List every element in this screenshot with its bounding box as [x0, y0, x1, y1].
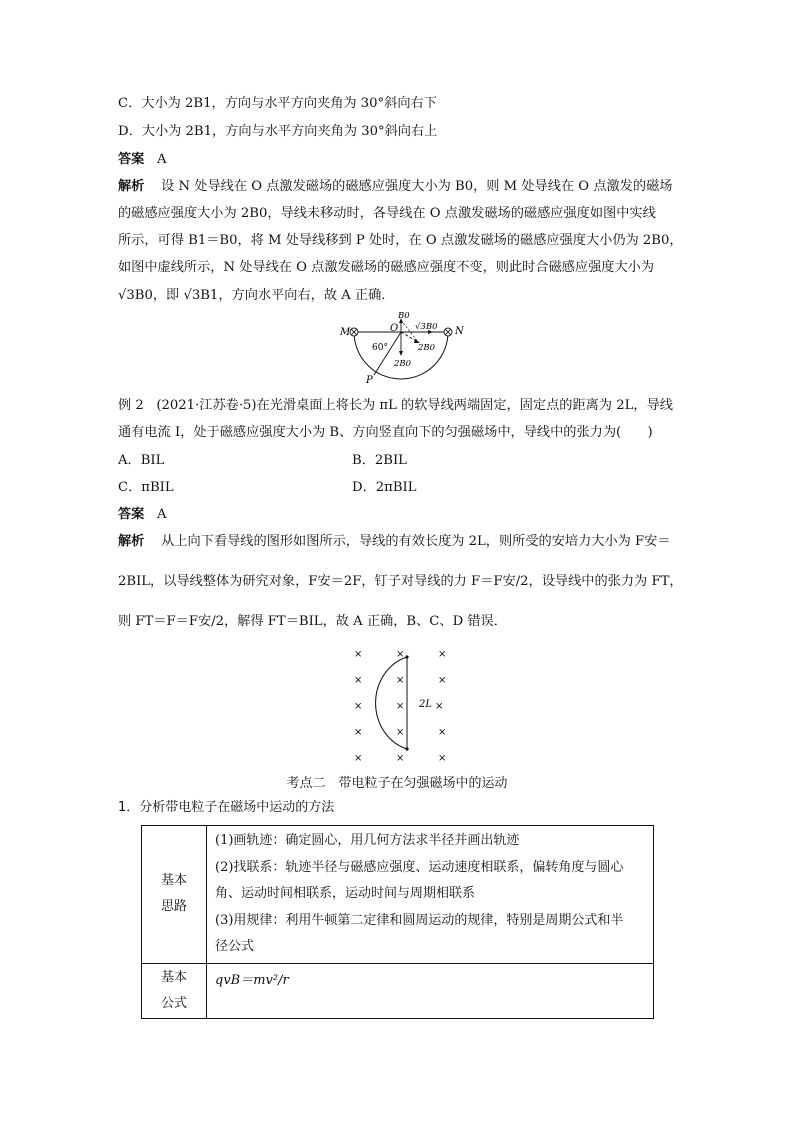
label-n: N: [455, 326, 464, 337]
field-crosses: [354, 649, 446, 764]
analysis-2-text-1: 从上向下看导线的图形如图所示，导线的有效长度为 2L，则所受的安培力大小为 F安＝: [161, 534, 671, 549]
analysis-label: 解析: [118, 179, 145, 194]
analysis-1-line-2: 的磁感应强度大小为 2B0，导线未移动时，各导线在 O 点激发磁场的磁感应强度如图中实线: [118, 206, 656, 221]
field-cross-mark: ×: [354, 753, 363, 764]
answer-value: A: [156, 152, 167, 167]
method-table: [141, 825, 654, 1019]
label-o: O: [390, 323, 399, 334]
analysis-label: 解析: [118, 534, 145, 549]
analysis-2-line-2: 2BIL，以导线整体为研究对象，F安＝2F，钉子对导线的力 F＝F安/2，设导线中的张力为 FT，: [118, 574, 683, 589]
example-2-line-2: 通有电流 I，处于磁感应强度大小为 B、方向竖直向下的匀强磁场中，导线中的张力为( ): [118, 425, 653, 440]
field-cross-mark: ×: [396, 675, 405, 686]
field-cross-mark: ×: [396, 701, 405, 712]
field-cross-mark: ×: [438, 649, 447, 660]
analysis-2-line-3: 则 FT＝F＝F安/2，解得 FT＝BIL，故 A 正确，B、C、D 错误．: [118, 614, 507, 629]
field-cross-mark: ×: [435, 701, 444, 712]
example-source: (2021·江苏卷·5): [156, 398, 257, 413]
option-d-top: D．大小为 2B1，方向与水平方向夹角为 30°斜向右上: [118, 124, 438, 139]
answer-label: 答案: [118, 152, 145, 167]
field-cross-mark: ×: [354, 675, 363, 686]
field-cross-mark: ×: [354, 727, 363, 738]
analysis-1-line-3: 所示，可得 B1＝B0，将 M 处导线移到 P 处时，在 O 点激发磁场的磁感应强度大小仍为 2B0，: [118, 233, 683, 248]
point-1-title: 1．分析带电粒子在磁场中运动的方法: [118, 800, 335, 815]
analysis-1-line-4: 如图中虚线所示，N 处导线在 O 点激发磁场的磁感应强度不变，则此时合磁感应强度大小为: [118, 260, 655, 275]
field-cross-mark: ×: [354, 701, 363, 712]
row-head-basic-approach: [142, 826, 207, 964]
example-label: 例 2: [118, 398, 144, 413]
answer-1: [118, 151, 166, 169]
section-title: 考点二 带电粒子在匀强磁场中的运动: [286, 776, 508, 791]
option-d: D．2πBIL: [352, 480, 417, 495]
example-2-line-1: [118, 397, 673, 415]
field-cross-mark: ×: [438, 753, 447, 764]
head-line: 公式: [160, 995, 187, 1011]
option-a: A．BIL: [118, 453, 165, 468]
label-60-deg: 60°: [372, 343, 388, 353]
field-cross-mark: ×: [354, 649, 363, 660]
approach-line: (2)找联系：轨迹半径与磁感应强度、运动速度相联系，偏转角度与圆心: [215, 859, 624, 875]
label-b0-up: B0: [398, 312, 410, 321]
label-2b0-down: 2B0: [394, 359, 412, 369]
magnetic-field-semicircle-figure: [330, 312, 470, 388]
label-sqrt3b0: √3B0: [415, 322, 438, 332]
label-m: M: [340, 327, 351, 338]
analysis-2-line-1: [118, 533, 671, 551]
approach-line: 径公式: [215, 939, 255, 954]
label-2b0-diag: 2B0: [418, 343, 436, 353]
wire-in-field-figure: [340, 645, 470, 767]
row-body-basic-approach: [207, 826, 654, 964]
label-2l: 2L: [419, 699, 433, 710]
answer-2: [118, 506, 166, 524]
table-row: [142, 826, 654, 964]
analysis-1-line-5: √3B0，即 √3B1，方向水平向右，故 A 正确．: [118, 288, 395, 303]
field-cross-mark: ×: [396, 727, 405, 738]
option-c-top: C．大小为 2B1，方向与水平方向夹角为 30°斜向右下: [118, 96, 437, 111]
answer-label: 答案: [118, 507, 145, 522]
head-line: 思路: [160, 899, 187, 915]
option-b: B．2BIL: [352, 453, 407, 468]
approach-line: 角、运动时间相联系，运动时间与周期相联系: [215, 886, 476, 901]
table-row: [142, 963, 654, 1018]
analysis-1-line-1: [118, 178, 672, 196]
example-stem-1: 在光滑桌面上将长为 πL 的软导线两端固定，固定点的距离为 2L，导线: [256, 398, 673, 413]
formula: qvB＝mv²/r: [215, 972, 289, 988]
field-cross-mark: ×: [438, 727, 447, 738]
analysis-1-text-1: 设 N 处导线在 O 点激发磁场的磁感应强度大小为 B0，则 M 处导线在 O 点激发的磁场: [161, 179, 673, 194]
field-cross-mark: ×: [396, 649, 405, 660]
head-line: 基本: [160, 873, 187, 889]
row-body-basic-formula: [207, 963, 654, 1018]
answer-value: A: [156, 507, 167, 522]
label-p: P: [366, 375, 373, 386]
approach-line: (3)用规律：利用牛顿第二定律和圆周运动的规律，特别是周期公式和半: [215, 912, 624, 928]
head-line: 基本: [160, 969, 187, 985]
field-cross-mark: ×: [396, 753, 405, 764]
field-cross-mark: ×: [438, 675, 447, 686]
approach-line: (1)画轨迹：确定圆心，用几何方法求半径并画出轨迹: [215, 833, 520, 848]
option-c: C．πBIL: [118, 480, 174, 495]
row-head-basic-formula: [142, 963, 207, 1018]
